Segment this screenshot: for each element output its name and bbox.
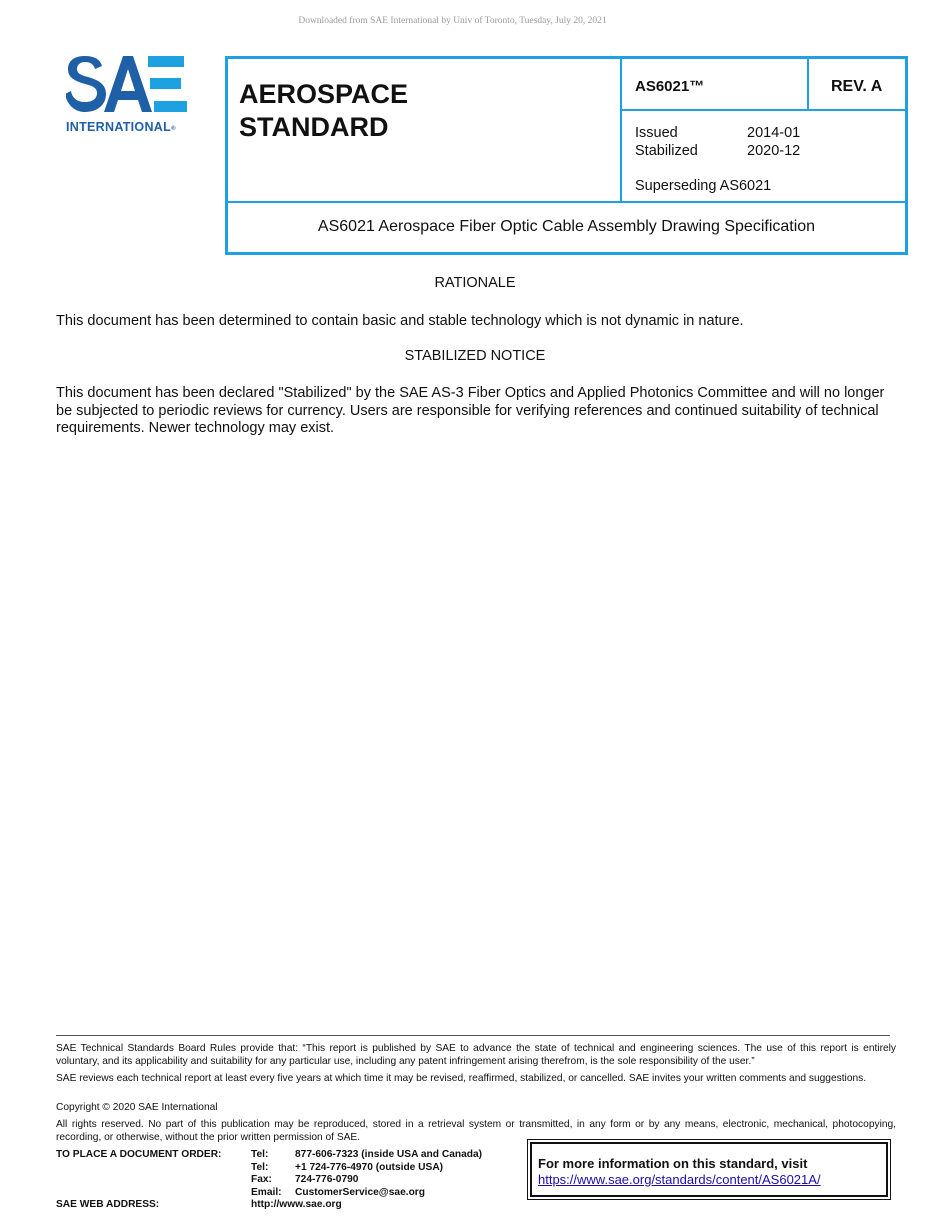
header-divider	[228, 201, 908, 203]
fax-number: 724-776-0790	[295, 1174, 359, 1185]
sae-logo-mark	[66, 54, 190, 116]
order-contacts	[251, 1149, 482, 1212]
contact-row	[251, 1149, 482, 1162]
revision-label: REV. A	[831, 78, 883, 95]
document-type-line: AEROSPACE	[239, 79, 409, 109]
document-title: AS6021 Aerospace Fiber Optic Cable Assembly Drawing Specification	[317, 218, 816, 235]
document-header-box	[225, 56, 908, 255]
contact-row	[251, 1187, 482, 1200]
review-text: SAE reviews each technical report at least every five years at which time it may be revised, reaffirmed, stabilized, or cancelled. SAE invites your written comments and suggestions.	[56, 1073, 867, 1084]
document-number: AS6021™	[635, 78, 705, 95]
web-address-link[interactable]: http://www.sae.org	[251, 1199, 342, 1210]
sae-logo	[66, 54, 190, 134]
email-link[interactable]: CustomerService@sae.org	[295, 1186, 425, 1198]
document-type-title	[239, 78, 408, 144]
stabilized-label: Stabilized	[635, 143, 698, 159]
logo-wordmark	[66, 120, 190, 134]
logo-wordmark-text: INTERNATIONAL	[66, 120, 172, 134]
contact-key: Tel:	[251, 1161, 269, 1173]
more-info-box-inner	[530, 1142, 888, 1197]
phone-domestic[interactable]: 877-606-7323 (inside USA and Canada)	[295, 1149, 483, 1160]
contact-row	[251, 1174, 482, 1187]
stabilized-notice-text: This document has been declared "Stabilized" by the SAE AS-3 Fiber Optics and Applied Photonics Committee and will no longer be subjected to periodic reviews for currency. Users are responsible for verifying references and continued suitability of technical requirements. Newer technology may exist.	[56, 385, 885, 436]
registered-mark: ®	[171, 126, 176, 132]
web-address-label: SAE WEB ADDRESS:	[56, 1199, 160, 1210]
document-type-line: STANDARD	[239, 112, 389, 142]
order-label: TO PLACE A DOCUMENT ORDER:	[56, 1149, 222, 1160]
document-dates	[635, 124, 800, 160]
standard-page-link[interactable]: https://www.sae.org/standards/content/AS6021A/	[538, 1172, 821, 1187]
contact-row	[251, 1199, 482, 1212]
contact-key: Tel:	[251, 1149, 269, 1160]
board-rules-text: SAE Technical Standards Board Rules provide that: “This report is published by SAE to advance the state of technical and engineering sciences. The use of this report is entirely voluntary, and its applicability and suitability for any particular use, including any patent infringement arising therefrom, is the sole responsibility of the user.”	[56, 1043, 896, 1067]
footer-divider	[56, 1035, 890, 1036]
rationale-text: This document has been determined to contain basic and stable technology which is not dynamic in nature.	[56, 313, 744, 329]
rights-text: All rights reserved. No part of this publication may be reproduced, stored in a retrieval system or transmitted, in any form or by any means, electronic, mechanical, photocopying, recording, or otherwise, without the prior written permission of SAE.	[56, 1119, 896, 1143]
header-divider	[620, 109, 908, 111]
issued-value: 2014-01	[747, 125, 801, 141]
stabilized-row	[635, 142, 800, 160]
issued-row	[635, 124, 800, 142]
more-info-text: For more information on this standard, visit	[538, 1156, 808, 1171]
contact-row	[251, 1162, 482, 1175]
issued-label: Issued	[635, 125, 678, 141]
phone-international[interactable]: +1 724-776-4970 (outside USA)	[295, 1161, 444, 1173]
stabilized-value: 2020-12	[747, 143, 801, 159]
more-info-box	[527, 1139, 891, 1200]
header-divider	[620, 59, 622, 201]
download-watermark: Downloaded from SAE International by Univ of Toronto, Tuesday, July 20, 2021	[298, 16, 607, 26]
contact-key: Fax:	[251, 1174, 272, 1185]
contact-key: Email:	[251, 1186, 282, 1198]
stabilized-notice-heading: STABILIZED NOTICE	[404, 348, 546, 364]
rationale-heading: RATIONALE	[434, 275, 516, 291]
header-divider	[807, 59, 809, 109]
superseding-note: Superseding AS6021	[635, 178, 772, 194]
copyright-text: Copyright © 2020 SAE International	[56, 1102, 218, 1113]
